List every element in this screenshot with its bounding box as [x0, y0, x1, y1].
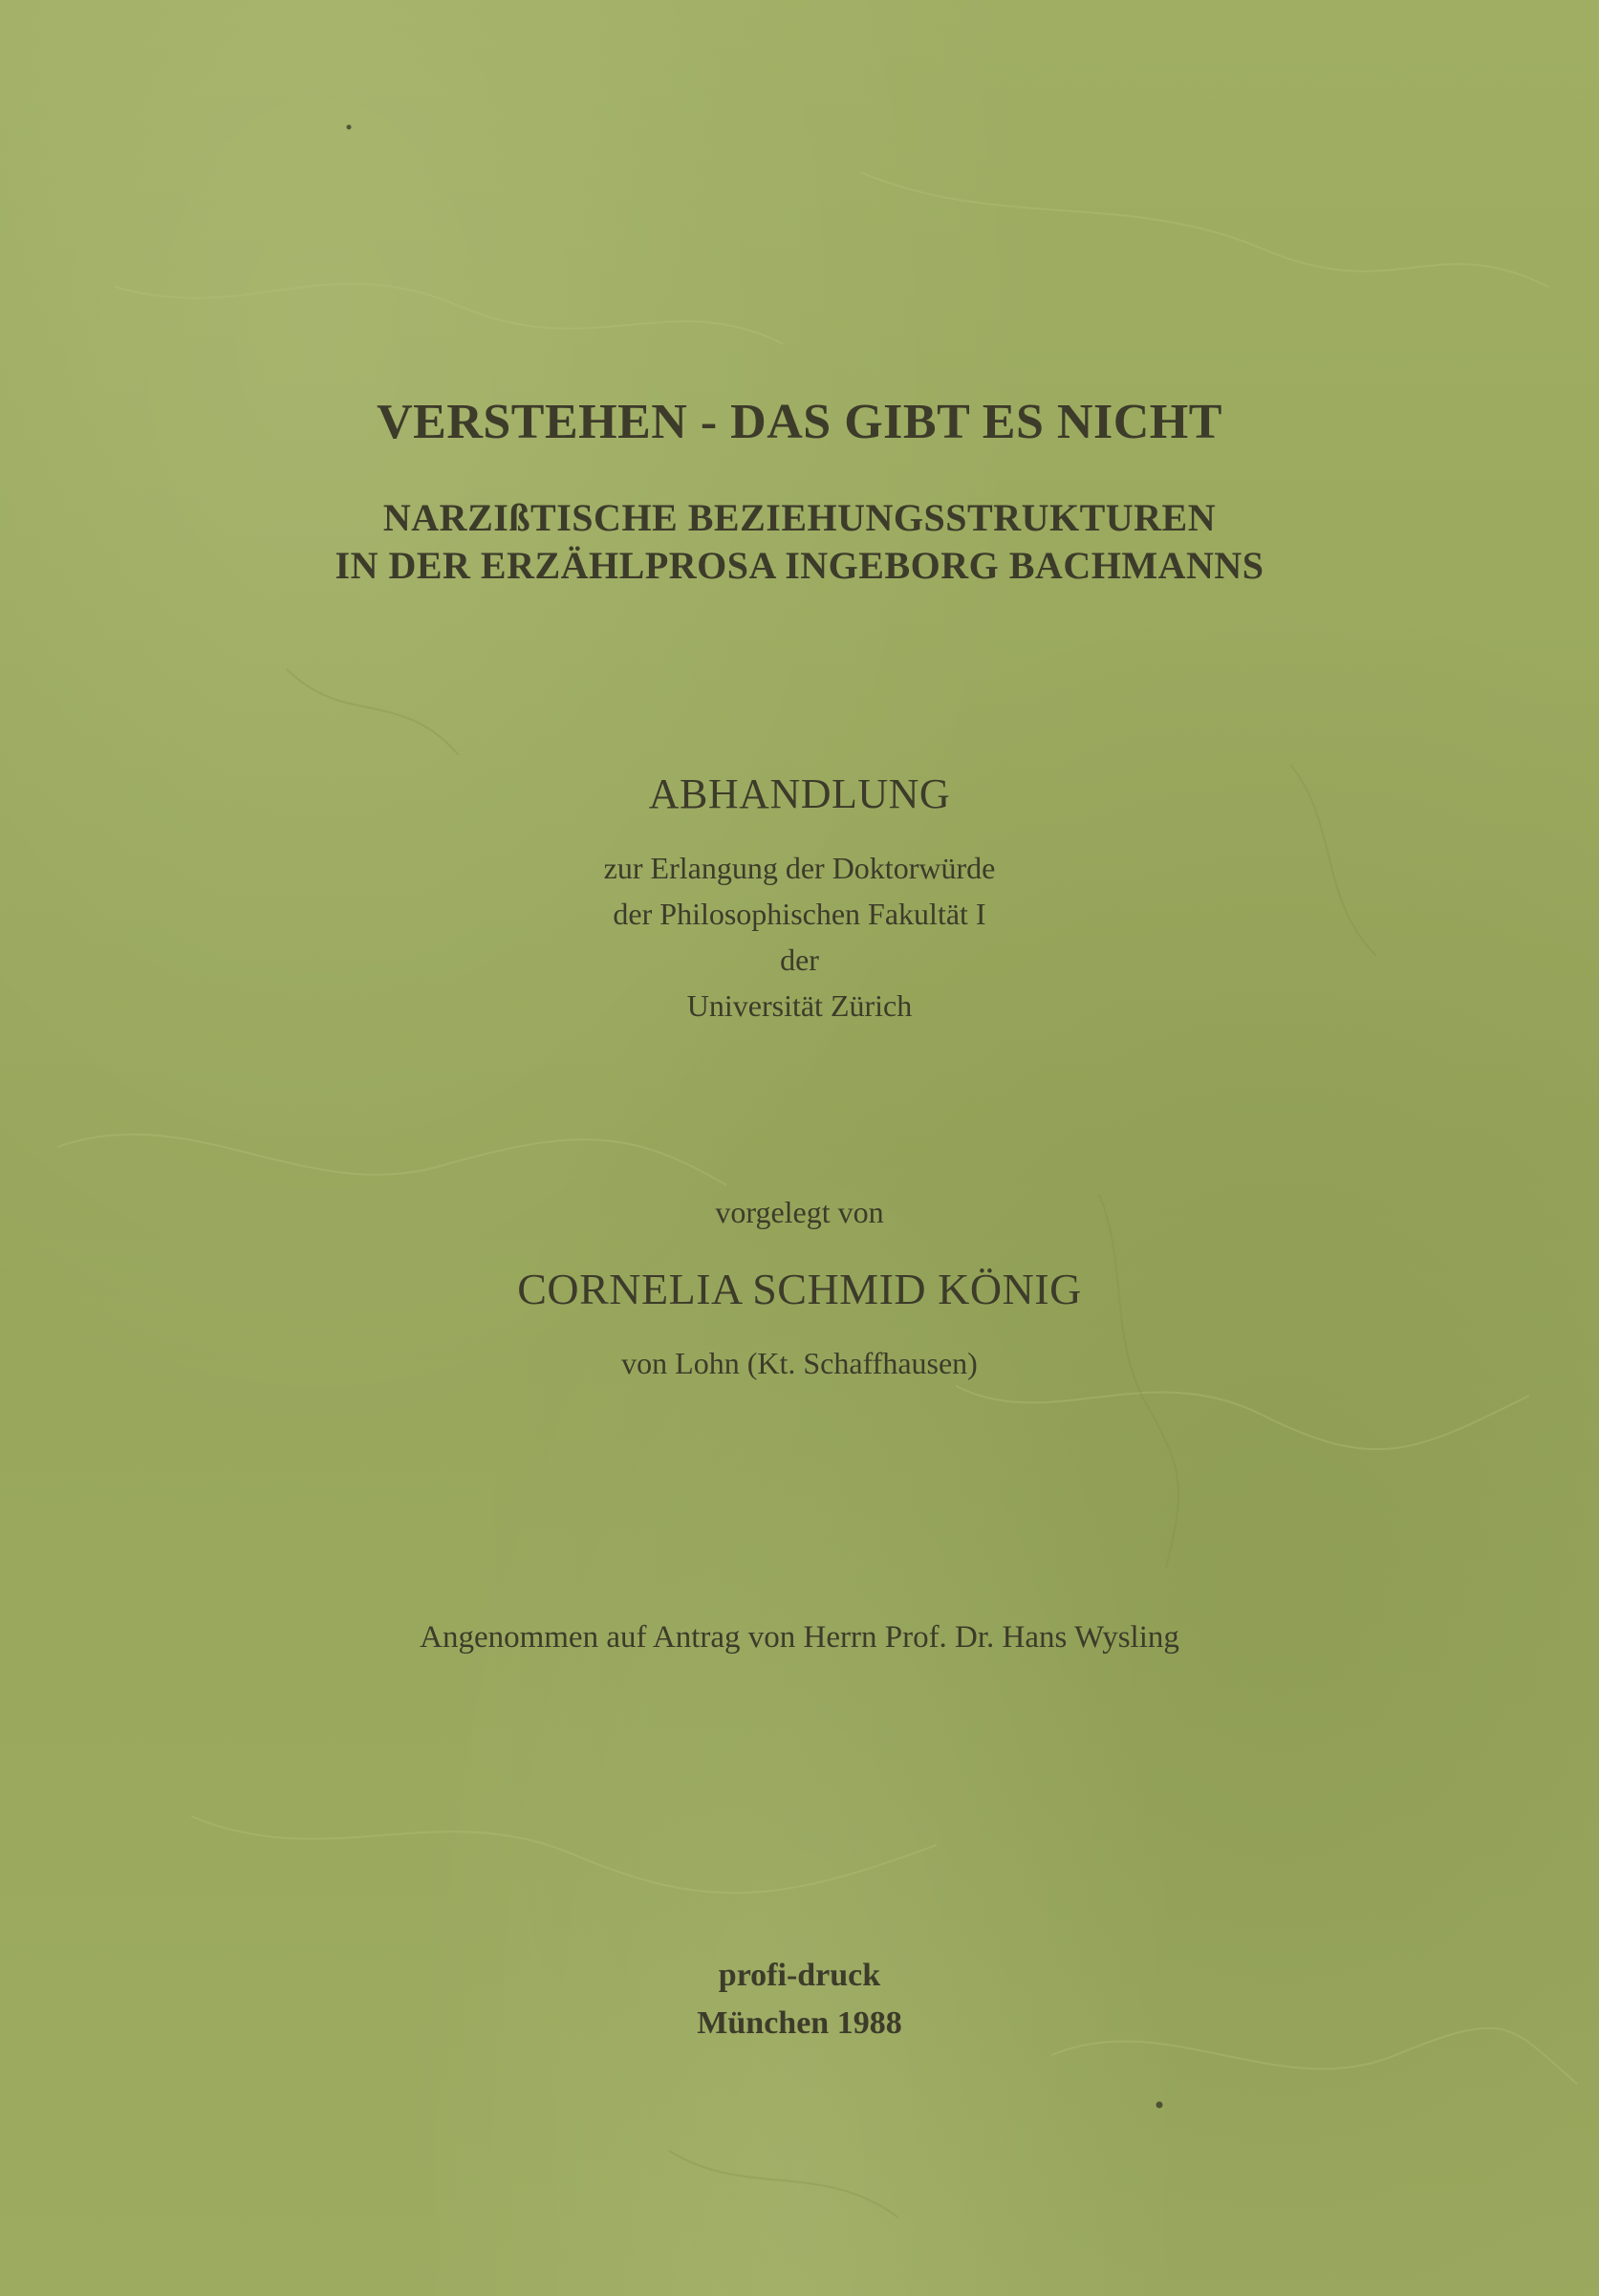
publisher-name: profi-druck: [718, 1958, 881, 1993]
thesis-subtitle-line-2: IN DER ERZÄHLPROSA INGEBORG BACHMANNS: [335, 544, 1264, 587]
publication-place-year: München 1988: [697, 2005, 902, 2041]
purpose-line-2: der Philosophischen Fakultät I: [613, 897, 986, 931]
author-origin: von Lohn (Kt. Schaffhausen): [621, 1346, 978, 1380]
submitted-by-label: vorgelegt von: [715, 1195, 884, 1229]
thesis-subtitle-line-1: NARZIßTISCHE BEZIEHUNGSSTRUKTUREN: [382, 496, 1217, 539]
purpose-line-1: zur Erlangung der Doktorwürde: [603, 851, 996, 885]
author-name: CORNELIA SCHMID KÖNIG: [517, 1265, 1082, 1313]
document-type: ABHANDLUNG: [648, 770, 951, 817]
thesis-title: VERSTEHEN - DAS GIBT ES NICHT: [377, 395, 1222, 449]
acceptance-note: Angenommen auf Antrag von Herrn Prof. Dr. Hans Wysling: [420, 1620, 1179, 1655]
purpose-line-4: Universität Zürich: [686, 988, 913, 1023]
purpose-line-3: der: [780, 942, 819, 977]
